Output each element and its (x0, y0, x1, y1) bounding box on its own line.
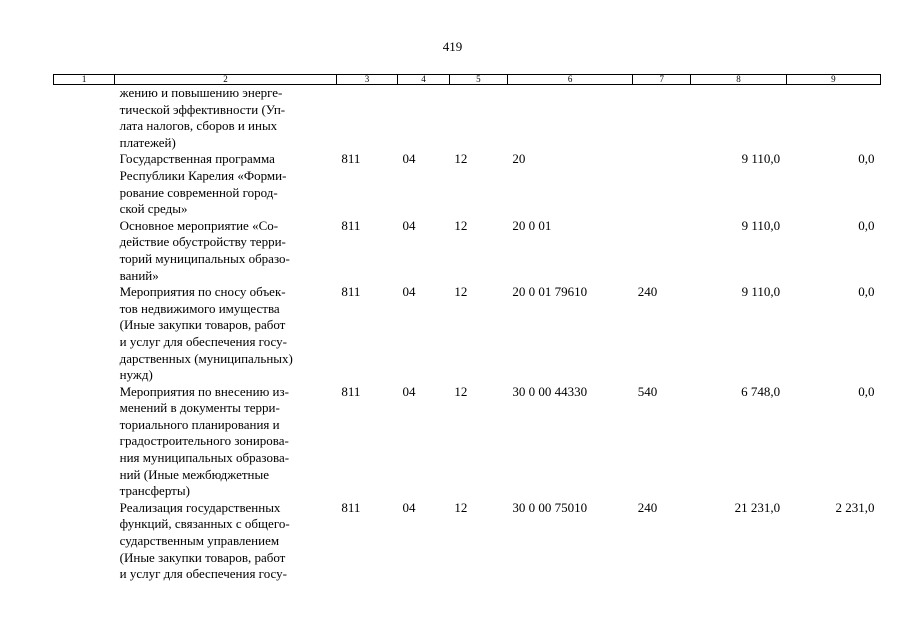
budget-table (53, 74, 881, 583)
row-name: Реализация государственных функций, связанных с общего- сударственным управлением (Иные закупки товаров, работ и услуг для обеспечения госу- (119, 499, 290, 582)
row-target-article: 20 0 01 (512, 217, 552, 233)
table-row (54, 284, 881, 384)
row-ministry-code: 811 (341, 499, 361, 515)
column-header-9: 9 (786, 75, 880, 85)
row-index-cell (54, 151, 115, 217)
row-amount-1 (691, 85, 786, 152)
row-section-code: 04 (402, 383, 416, 399)
row-subsection-code: 12 (454, 151, 468, 167)
row-subsection-code (449, 85, 507, 152)
row-ministry-code: 811 (341, 284, 361, 300)
table-row (54, 218, 881, 284)
column-header-6: 6 (507, 75, 632, 85)
row-amount-1: 9 110,0 (741, 284, 781, 300)
row-amount-2: 0,0 (858, 284, 875, 300)
row-name: Государственная программа Республики Карелия «Форми- рование современной город- ской среды» (119, 151, 287, 217)
table-row (54, 151, 881, 217)
page-number: 419 (442, 39, 463, 54)
row-amount-2 (786, 85, 880, 152)
column-header-4: 4 (398, 75, 450, 85)
column-header-2: 2 (115, 75, 337, 85)
row-ministry-code: 811 (341, 151, 361, 167)
row-index-cell (54, 85, 115, 152)
row-index-cell (54, 384, 115, 500)
row-name: жению и повышению энерге- тической эффективности (Уп- лата налогов, сборов и иных платежей) (119, 85, 286, 150)
row-amount-1: 9 110,0 (741, 217, 781, 233)
column-number-row (54, 75, 881, 85)
row-amount-2: 2 231,0 (835, 499, 875, 515)
row-amount-1: 6 748,0 (741, 383, 781, 399)
row-target-article: 20 0 01 79610 (512, 284, 588, 300)
row-expense-type (633, 85, 691, 152)
column-header-1: 1 (54, 75, 115, 85)
row-amount-1: 9 110,0 (741, 151, 781, 167)
row-target-article: 20 (512, 151, 526, 167)
row-index-cell (54, 284, 115, 384)
row-expense-type: 240 (637, 499, 658, 515)
row-ministry-code: 811 (341, 383, 361, 399)
row-subsection-code: 12 (454, 383, 468, 399)
table-row (54, 500, 881, 583)
row-target-article: 30 0 00 75010 (512, 499, 588, 515)
column-header-3: 3 (336, 75, 397, 85)
row-ministry-code (336, 85, 397, 152)
row-name: Мероприятия по сносу объек- тов недвижимого имущества (Иные закупки товаров, работ и услуг для обеспечения госу- дарственных (муниципальных) нужд) (119, 284, 293, 383)
row-amount-2: 0,0 (858, 151, 875, 167)
row-target-article: 30 0 00 44330 (512, 383, 588, 399)
row-expense-type (633, 218, 691, 284)
column-header-7: 7 (633, 75, 691, 85)
row-section-code: 04 (402, 151, 416, 167)
row-name: Мероприятия по внесению из- менений в документы терри- ториального планирования и градостроительного зонирова- ния муниципальных образова- ний (Иные межбюджетные трансферты) (119, 383, 290, 499)
row-index-cell (54, 218, 115, 284)
row-expense-type (633, 151, 691, 217)
row-section-code (398, 85, 450, 152)
row-name: Основное мероприятие «Со- действие обустройству терри- торий муниципальных образо- ваний» (119, 217, 290, 283)
row-expense-type: 240 (637, 284, 658, 300)
row-amount-2: 0,0 (858, 217, 875, 233)
row-subsection-code: 12 (454, 499, 468, 515)
row-section-code: 04 (402, 284, 416, 300)
row-subsection-code: 12 (454, 284, 468, 300)
column-header-5: 5 (449, 75, 507, 85)
row-ministry-code: 811 (341, 217, 361, 233)
table-row (54, 384, 881, 500)
row-subsection-code: 12 (454, 217, 468, 233)
table-header (54, 75, 881, 85)
row-index-cell (54, 500, 115, 583)
table-body (54, 85, 881, 583)
row-target-article (507, 85, 632, 152)
row-section-code: 04 (402, 217, 416, 233)
row-expense-type: 540 (637, 383, 658, 399)
row-amount-1: 21 231,0 (734, 499, 781, 515)
table-row (54, 85, 881, 152)
row-section-code: 04 (402, 499, 416, 515)
column-header-8: 8 (691, 75, 786, 85)
row-amount-2: 0,0 (858, 383, 875, 399)
